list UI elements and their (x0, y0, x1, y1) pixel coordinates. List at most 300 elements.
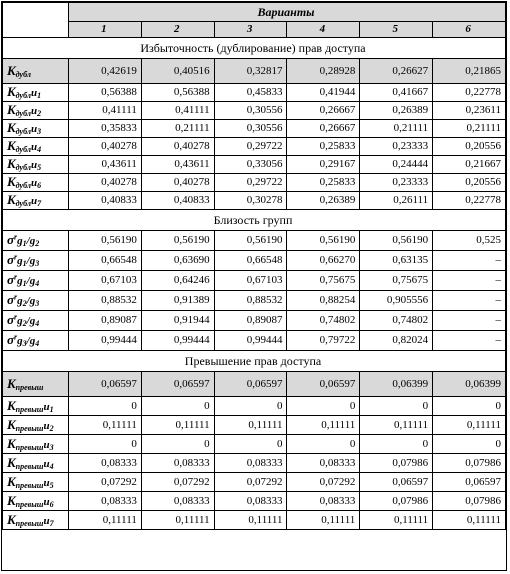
row-symbol: K (7, 84, 16, 99)
cell-value: 0,30278 (214, 192, 287, 210)
section-heading-row (3, 210, 506, 231)
cell-value: 0,28928 (287, 59, 360, 84)
row-user-letter: u (43, 476, 50, 489)
cell-value: 0,07986 (433, 492, 506, 511)
results-table-frame (1, 1, 507, 571)
cell-value: 0,22778 (433, 192, 506, 210)
cell-value: 0,40278 (69, 138, 142, 156)
row-symbol: σ (7, 272, 15, 287)
cell-value: 0,63135 (360, 251, 433, 271)
pair-slash: / (26, 275, 30, 287)
section-title: Превышение прав доступа (3, 351, 506, 372)
row-user-index: 2 (37, 109, 42, 118)
pair-index: 4 (35, 319, 40, 328)
cell-value: 0,35833 (69, 120, 142, 138)
cell-value: 0,23333 (360, 138, 433, 156)
row-superscript: r (14, 332, 18, 342)
cell-value: – (433, 311, 506, 331)
row-user-index: 6 (49, 499, 54, 509)
header-row-columns (3, 22, 506, 38)
row-user-index: 4 (49, 461, 54, 471)
cell-value: 0 (141, 435, 214, 454)
row-pair (17, 275, 39, 287)
pair-slash: / (26, 235, 30, 247)
row-user-index: 1 (37, 91, 42, 100)
cell-value: 0,07986 (360, 454, 433, 473)
cell-value: 0,67103 (214, 271, 287, 291)
row-user-letter: u (30, 177, 38, 189)
pair-index: 4 (35, 279, 40, 288)
row-user-letter: u (43, 400, 50, 413)
row-symbol: σ (7, 312, 15, 327)
cell-value: 0,82024 (360, 331, 433, 351)
cell-value: 0,06597 (141, 372, 214, 397)
row-pair (17, 315, 39, 327)
table-row (3, 102, 506, 120)
cell-value: 0 (360, 397, 433, 416)
row-user-letter: u (43, 514, 50, 527)
cell-value: 0,11111 (360, 416, 433, 435)
cell-value: 0,30556 (214, 102, 287, 120)
cell-value: 0,11111 (141, 416, 214, 435)
row-label (3, 156, 69, 174)
pair-index: 2 (22, 299, 27, 308)
pair-letter: g (17, 315, 23, 327)
row-pair (17, 255, 39, 267)
cell-value: 0,66548 (214, 251, 287, 271)
cell-value: 0,22778 (433, 84, 506, 102)
pair-letter: g (17, 275, 23, 287)
row-label (3, 372, 69, 397)
cell-value: 0,20556 (433, 174, 506, 192)
row-label (3, 251, 69, 271)
row-user-index: 3 (37, 127, 42, 136)
row-superscript: r (14, 252, 18, 262)
cell-value: 0,88532 (214, 291, 287, 311)
cell-value: 0,63690 (141, 251, 214, 271)
cell-value: 0,40278 (141, 174, 214, 192)
cell-value: 0,905556 (360, 291, 433, 311)
cell-value: 0,525 (433, 231, 506, 251)
row-symbol: K (7, 138, 16, 153)
cell-value: 0,41944 (287, 84, 360, 102)
cell-value: 0,40278 (141, 138, 214, 156)
table-row (3, 138, 506, 156)
cell-value: 0,74802 (360, 311, 433, 331)
table-row (3, 511, 506, 530)
row-user-letter: u (43, 419, 50, 432)
row-symbol: K (7, 192, 16, 207)
cell-value: 0,40278 (69, 174, 142, 192)
cell-value: 0,56190 (287, 231, 360, 251)
cell-value: 0,08333 (69, 454, 142, 473)
column-header-6: 6 (433, 22, 506, 38)
table-row (3, 492, 506, 511)
column-header-4: 4 (287, 22, 360, 38)
cell-value: 0,21667 (433, 156, 506, 174)
row-label (3, 473, 69, 492)
cell-value: 0,56388 (69, 84, 142, 102)
cell-value: 0,41667 (360, 84, 433, 102)
cell-value: 0,08333 (214, 492, 287, 511)
table-row (3, 473, 506, 492)
section-heading-row (3, 38, 506, 59)
cell-value: 0,11111 (69, 416, 142, 435)
cell-value: 0 (214, 397, 287, 416)
table-row (3, 435, 506, 454)
row-user-letter: u (30, 87, 38, 99)
row-label (3, 397, 69, 416)
section-heading-row (3, 351, 506, 372)
column-header-1: 1 (69, 22, 142, 38)
cell-value: 0,41111 (69, 102, 142, 120)
cell-value: 0 (214, 435, 287, 454)
cell-value: – (433, 271, 506, 291)
row-subscript: дубл (15, 91, 31, 100)
row-user-index: 2 (49, 423, 54, 433)
pair-slash: / (26, 295, 30, 307)
cell-value: 0,26667 (287, 102, 360, 120)
cell-value: 0,11111 (141, 511, 214, 530)
cell-value: 0,23333 (360, 174, 433, 192)
cell-value: 0 (433, 397, 506, 416)
row-subscript: дубл (15, 69, 31, 79)
table-row (3, 271, 506, 291)
row-symbol: K (7, 120, 16, 135)
cell-value: 0,91389 (141, 291, 214, 311)
row-user-index: 7 (49, 518, 54, 528)
cell-value: 0,79722 (287, 331, 360, 351)
row-user-index: 4 (37, 145, 42, 154)
row-label (3, 84, 69, 102)
pair-letter: g (29, 235, 36, 247)
pair-letter: g (29, 315, 36, 327)
pair-letter: g (29, 275, 36, 287)
table-row (3, 84, 506, 102)
cell-value: 0,21111 (141, 120, 214, 138)
row-user-index: 1 (49, 404, 54, 414)
row-label (3, 192, 69, 210)
cell-value: 0,06597 (360, 473, 433, 492)
row-symbol: K (7, 174, 16, 189)
cell-value: 0,43611 (69, 156, 142, 174)
row-subscript: превыш (15, 499, 44, 509)
table-row (3, 59, 506, 84)
cell-value: 0,06597 (287, 372, 360, 397)
cell-value: 0,25833 (287, 174, 360, 192)
cell-value: 0,29722 (214, 138, 287, 156)
cell-value: 0 (69, 397, 142, 416)
variants-header: Варианты (69, 3, 506, 22)
row-symbol: K (7, 375, 16, 391)
cell-value: 0,88532 (69, 291, 142, 311)
pair-slash: / (26, 335, 30, 347)
row-user-letter: u (43, 495, 50, 508)
cell-value: 0,21865 (433, 59, 506, 84)
cell-value: 0,29167 (287, 156, 360, 174)
pair-letter: g (17, 235, 23, 247)
pair-letter: g (29, 295, 36, 307)
row-symbol: K (7, 454, 16, 470)
cell-value: 0,75675 (287, 271, 360, 291)
row-symbol: K (7, 62, 16, 78)
table-row (3, 291, 506, 311)
row-symbol: K (7, 511, 16, 527)
cell-value: 0,74802 (287, 311, 360, 331)
pair-index: 3 (22, 339, 27, 348)
table-row (3, 120, 506, 138)
row-subscript: превыш (15, 480, 44, 490)
cell-value: 0,21111 (433, 120, 506, 138)
cell-value: 0,11111 (287, 416, 360, 435)
row-subscript: превыш (15, 404, 44, 414)
table-row (3, 231, 506, 251)
row-label (3, 102, 69, 120)
table-row (3, 372, 506, 397)
cell-value: 0 (287, 397, 360, 416)
cell-value: 0,08333 (287, 454, 360, 473)
row-superscript: r (14, 232, 18, 242)
row-symbol: K (7, 492, 16, 508)
row-symbol: σ (7, 232, 15, 247)
cell-value: 0,64246 (141, 271, 214, 291)
row-user-letter: u (30, 105, 38, 117)
cell-value: 0,56190 (141, 231, 214, 251)
pair-index: 1 (22, 259, 27, 268)
table-row (3, 156, 506, 174)
cell-value: 0,40833 (141, 192, 214, 210)
pair-letter: g (29, 335, 36, 347)
cell-value: 0,41111 (141, 102, 214, 120)
results-table (2, 2, 506, 530)
cell-value: 0,20556 (433, 138, 506, 156)
cell-value: 0,42619 (69, 59, 142, 84)
row-label (3, 271, 69, 291)
cell-value: 0,56190 (360, 231, 433, 251)
cell-value: 0,11111 (214, 416, 287, 435)
cell-value: 0,07292 (287, 473, 360, 492)
table-row (3, 251, 506, 271)
table-row (3, 174, 506, 192)
cell-value: 0,99444 (69, 331, 142, 351)
row-symbol: K (7, 473, 16, 489)
section-title: Близость групп (3, 210, 506, 231)
row-subscript: дубл (15, 181, 31, 190)
row-label (3, 454, 69, 473)
row-user-index: 6 (37, 181, 42, 190)
row-label (3, 231, 69, 251)
cell-value: 0,24444 (360, 156, 433, 174)
cell-value: 0,11111 (287, 511, 360, 530)
cell-value: 0,66270 (287, 251, 360, 271)
table-row (3, 192, 506, 210)
cell-value: 0,11111 (214, 511, 287, 530)
row-subscript: дубл (15, 127, 31, 136)
row-user-letter: u (30, 159, 38, 171)
table-row (3, 331, 506, 351)
row-label (3, 174, 69, 192)
header-row-title (3, 3, 506, 22)
cell-value: 0,11111 (433, 511, 506, 530)
pair-slash: / (26, 315, 30, 327)
cell-value: 0,25833 (287, 138, 360, 156)
cell-value: 0 (287, 435, 360, 454)
cell-value: 0,67103 (69, 271, 142, 291)
row-label (3, 492, 69, 511)
table-row (3, 397, 506, 416)
cell-value: 0,08333 (287, 492, 360, 511)
cell-value: 0,56190 (69, 231, 142, 251)
cell-value: 0 (360, 435, 433, 454)
row-superscript: r (14, 272, 18, 282)
cell-value: 0,43611 (141, 156, 214, 174)
row-symbol: K (7, 416, 16, 432)
cell-value: 0 (433, 435, 506, 454)
header-corner-cell (3, 3, 69, 38)
row-user-index: 7 (37, 199, 42, 208)
cell-value: 0,26667 (287, 120, 360, 138)
cell-value: 0,45833 (214, 84, 287, 102)
cell-value: 0,26389 (360, 102, 433, 120)
cell-value: 0,40516 (141, 59, 214, 84)
cell-value: 0,21111 (360, 120, 433, 138)
row-user-index: 5 (37, 163, 42, 172)
row-symbol: σ (7, 332, 15, 347)
row-user-letter: u (43, 457, 50, 470)
row-subscript: дубл (15, 145, 31, 154)
row-user-letter: u (43, 438, 50, 451)
pair-index: 3 (35, 299, 40, 308)
pair-letter: g (29, 255, 36, 267)
row-label (3, 311, 69, 331)
cell-value: 0,26111 (360, 192, 433, 210)
cell-value: 0,89087 (69, 311, 142, 331)
table-row (3, 416, 506, 435)
row-pair (17, 295, 39, 307)
row-subscript: превыш (15, 442, 44, 452)
cell-value: 0 (141, 397, 214, 416)
row-user-letter: u (30, 141, 38, 153)
row-label (3, 59, 69, 84)
pair-index: 2 (35, 239, 40, 248)
row-user-letter: u (30, 123, 38, 135)
cell-value: 0,26627 (360, 59, 433, 84)
row-subscript: превыш (15, 382, 44, 392)
cell-value: 0,11111 (433, 416, 506, 435)
row-symbol: K (7, 102, 16, 117)
pair-index: 1 (22, 239, 27, 248)
cell-value: 0,32817 (214, 59, 287, 84)
table-body (3, 3, 506, 530)
cell-value: 0,11111 (360, 511, 433, 530)
row-subscript: дубл (15, 163, 31, 172)
cell-value: 0,66548 (69, 251, 142, 271)
cell-value: 0,11111 (69, 511, 142, 530)
pair-index: 1 (22, 279, 27, 288)
cell-value: 0,07986 (360, 492, 433, 511)
table-row (3, 311, 506, 331)
cell-value: 0,26389 (287, 192, 360, 210)
row-symbol: K (7, 156, 16, 171)
cell-value: – (433, 291, 506, 311)
table-row (3, 454, 506, 473)
row-subscript: дубл (15, 199, 31, 208)
cell-value: 0,08333 (69, 492, 142, 511)
cell-value: – (433, 331, 506, 351)
cell-value: 0,30556 (214, 120, 287, 138)
row-symbol: K (7, 435, 16, 451)
row-subscript: превыш (15, 518, 44, 528)
cell-value: 0,33056 (214, 156, 287, 174)
row-label (3, 138, 69, 156)
cell-value: 0,08333 (141, 454, 214, 473)
cell-value: 0,06399 (360, 372, 433, 397)
cell-value: 0,07292 (141, 473, 214, 492)
cell-value: 0,29722 (214, 174, 287, 192)
row-user-index: 5 (49, 480, 54, 490)
cell-value: 0,06399 (433, 372, 506, 397)
pair-index: 3 (35, 259, 40, 268)
row-label (3, 435, 69, 454)
cell-value: 0,99444 (214, 331, 287, 351)
cell-value: 0,56388 (141, 84, 214, 102)
column-header-5: 5 (360, 22, 433, 38)
cell-value: 0,07292 (69, 473, 142, 492)
section-title: Избыточность (дублирование) прав доступа (3, 38, 506, 59)
column-header-3: 3 (214, 22, 287, 38)
cell-value: 0,06597 (69, 372, 142, 397)
row-label (3, 511, 69, 530)
cell-value: 0,56190 (214, 231, 287, 251)
pair-slash: / (26, 255, 30, 267)
row-superscript: r (14, 312, 18, 322)
row-superscript: r (14, 292, 18, 302)
cell-value: 0,06597 (214, 372, 287, 397)
cell-value: 0,40833 (69, 192, 142, 210)
cell-value: 0 (69, 435, 142, 454)
row-subscript: превыш (15, 423, 44, 433)
row-label (3, 291, 69, 311)
column-header-2: 2 (141, 22, 214, 38)
row-symbol: σ (7, 252, 15, 267)
cell-value: 0,07292 (214, 473, 287, 492)
cell-value: 0,08333 (141, 492, 214, 511)
cell-value: 0,91944 (141, 311, 214, 331)
row-symbol: K (7, 397, 16, 413)
pair-letter: g (17, 335, 23, 347)
cell-value: 0,07986 (433, 454, 506, 473)
cell-value: 0,88254 (287, 291, 360, 311)
row-subscript: превыш (15, 461, 44, 471)
cell-value: 0,06597 (433, 473, 506, 492)
cell-value: 0,99444 (141, 331, 214, 351)
row-user-letter: u (30, 195, 38, 207)
cell-value: 0,08333 (214, 454, 287, 473)
row-label (3, 331, 69, 351)
pair-letter: g (17, 255, 23, 267)
row-symbol: σ (7, 292, 15, 307)
row-subscript: дубл (15, 109, 31, 118)
cell-value: 0,89087 (214, 311, 287, 331)
row-label (3, 416, 69, 435)
cell-value: – (433, 251, 506, 271)
row-user-index: 3 (49, 442, 54, 452)
pair-index: 2 (22, 319, 27, 328)
cell-value: 0,75675 (360, 271, 433, 291)
pair-letter: g (17, 295, 23, 307)
row-pair (17, 335, 39, 347)
cell-value: 0,23611 (433, 102, 506, 120)
